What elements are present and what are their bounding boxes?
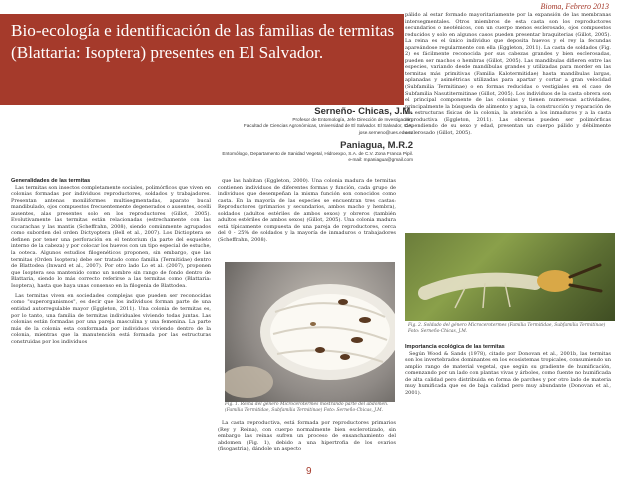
author-2-affiliation [33,151,413,164]
col3-paragraph-1: pálido al estar formado mayoritariamente por la expansión de las membranas intersegmentales. Otros miembros de esta casta son los reproductores secundarios o neoténicos, con un cuerpo menos esclerosado, ojos compuestos reducidos y solo en algunos casos pueden presentar braquiterias (Gillot, 2005). La reina es el único individuo que deposita huevos y el rey la fecundas apareándose regularmente con ella (Eggleton, 2011). La casta de soldados (Fig. 2) es fácilmente reconocida por sus cabezas grandes y bien esclerosadas, pueden ser machos o hembras (Gillot, 2005). Las mandíbulas difieren entre las especies, variando desde mandíbulas grandes y utilizadas para morder en las termitas más primitivas (Familia Kalotermitidae) hasta mandíbulas largas, aplanadas y asimétricas utilizadas para apartar y cortar a gran velocidad (Subfamilia Termitinae) o en formas reducidas o vestigiales en el caso de Subfamilia Nasutitermitinae (Gillot, 2005). Los individuos de la casta obrera son el principal componente de las colonias y tienen numerosas actividades, principalmente la búsqueda de alimento y agua, la construcción y reparación de las estructuras físicas de la colonia, la atención a los inmaduros y a la casta reproductiva (Eggleton, 2011). Las obreras pueden ser polimórficas dependiendo de su sexo y edad, presentan un cuerpo pálido y débilmente esclerosado (Gillot, 2005). [405,12,611,136]
queen-termite-photo [225,262,395,402]
running-head: Bioma, Febrero 2013 [540,2,609,11]
author-1-aff-line-1: Profesor de Entomología, Jefe Dirección de Investigación, [292,117,413,122]
author-1-affiliation [33,117,413,136]
author-2-email[interactable]: e-mail: mpaniagua@gmail.com [348,157,413,163]
soldier-termite-illustration [405,233,615,321]
queen-termite-illustration [225,262,395,402]
author-2-name: Paniagua, M.R.2 [340,140,413,151]
column-2-top [218,178,396,247]
column-2-bottom [218,420,396,456]
col1-paragraph-1: Las termitas son insectos completamente sociales, polimórficos que viven en colonias formadas por individuos reproductores, soldados y trabajadores. Presentan antenas moniliformes multisegmentadas, aparato bucal mandibulado, ojos compuestos frecuentemente degenerados o ausentes, ocelli ausentes, alas presentes solo en los reproductores (Gillot, 2005). Evolutivamente las termitas están relacionadas (estrechamente con las cucarachas y las mantis (Scheffrahn, 2008), siendo comúnmente agrupados como suborden del orden Dictyoptera (Bell et al., 2007). Los Dictioptera se definen por tener una perforación en el tentorium (la parte del esqueleto interno de la cabeza) y por colocar los huevos con un tipo especial de estuche, la ooteca. Algunos estudios filogenéticos proponen, sin embargo, que las termitas (Orden Isoptera) debe ser tratado como familia (Termitidae) dentro de Blattodea (Inward et al., 2007). Por otro lado Lo et al. (2007), proponen que Isoptera sea mantenido como un nombre sin rango de fondo dentro de Blattaria, siendo lo más correcto referirse a las termitas como (Blattaria: Isoptera), hasta que haya unas consenso en la filogenia de Blattodea. [11,184,211,289]
author-2-aff-line-1: Entomólogo, Departamento de Sanidad Vegetal, Hidroexpo, S.A. de C.V. Zona Franca Pipil. [222,151,413,156]
author-1-email[interactable]: jose.serneno@ues.edu.sv [358,129,413,135]
column-1 [11,178,211,349]
author-1-name: Serneño- Chicas, J.M. [314,106,413,117]
soldier-termite-photo [405,233,615,321]
section-heading-generalidades: Generalidades de las termitas [11,178,91,184]
column-3-bottom [405,344,611,400]
author-1-aff-line-2: Facultad de Ciencias Agronómicas, Universidad de El Salvador. El Salvador, C.A. [243,123,413,129]
column-3-top [405,12,611,140]
figure-2-caption: Fig. 2. Soldado del género Microcerotermes (Familia Termitidae, Subfamilia Termitinae) Foto: Serneño-Chicas, J.M. [408,323,606,334]
col1-paragraph-2: Las termitas viven en sociedades complejas que pueden ser reconocidas como "superorganismos", es decir que los individuos forman parte de una entidad autorregulable mayor (Eggleton, 2011). Una colonia de termitas es, por lo tanto, una familia de termitas individuales viviendo todas juntas. Las colonias están formadas por una pareja masculina y una femenina. La parte más de la colonia esta conformada por individuos viviendo dentro de la colonia, mientras que la manutención está formada por las estructuras construidas por los individuos [11,292,211,345]
page-number: 9 [306,466,312,477]
col2-paragraph-1: que las habitan (Eggleton, 2000). Una colonia madura de termitas contienen individuos de diferentes formas y función, cada grupo de individuos que desempeñan la misma función son conocidos como casta. En la mayoría de las especies se encuentran tres castas: Reproductores (primarios y secundarios, ambos macho y hembra), soldados (adultos estériles de ambos sexos) y obreros (también adultos estériles de ambos sexos) (Gillot, 2005). Una colonia madura está típicamente compuesta de una pareja de reproductores, cerca del 0 - 25% de soldados y la mayoría de inmaduros o trabajadores (Scheffrahn, 2008). [218,178,396,243]
section-heading-importancia: Importancia ecológica de las termitas [405,344,505,350]
col2-paragraph-2: La casta reproductiva, está formada por reproductores primarios (Rey y Reina), con cuerpo normalmente bien esclerotizado, sin embargo las reinas sufren un proceso de ensanchamiento del abdomen (Fig. 1), debido a una hipertrofia de los ovarios (fisogastria), dándole un aspecto [218,420,396,453]
figure-1-caption: Fig. 1. Reina del género Microcerotermes mostrando parte del abdomen. (Familia Termitidae, Subfamilia Termitinae) Foto: Serneño-Chicas, J.M. [225,402,389,413]
col3-paragraph-2: Según Wood & Sands (1978), citado por Donovan et al., 2001b, las termitas son los invertebrados dominantes en los ecosistemas tropicales, consumiendo un amplio rango de material vegetal, que según su gradiente de humificación, comenzando por un lado con plantas vivas y árboles, como fuente no humificada de alta calidad pero distribuida en forma de parches y por otro lado de materia muy humificada que es de baja calidad pero muy abundante (Donovan et al., 2001). [405,350,611,396]
article-title: Bio-ecología e identificación de las familias de termitas (Blattaria: Isoptera) presentes en El Salvador. [11,21,395,62]
